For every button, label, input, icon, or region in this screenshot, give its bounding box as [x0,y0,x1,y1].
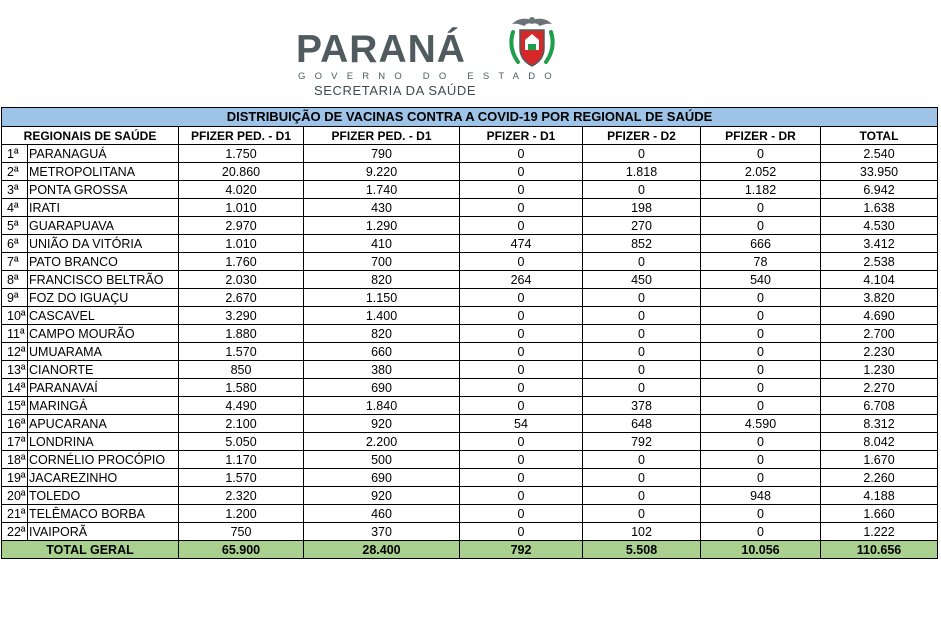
row-value-pfizer-d1: 0 [460,145,583,163]
table-row [2,163,938,181]
table-row [2,307,938,325]
row-ordinal: 7ª [2,253,28,271]
row-value-total: 2.230 [821,343,938,361]
row-value-pfizer-ped-d1-a: 1.760 [179,253,304,271]
row-value-pfizer-dr: 78 [701,253,821,271]
row-value-pfizer-dr: 0 [701,145,821,163]
total-cell: 10.056 [701,541,821,559]
row-ordinal: 4ª [2,199,28,217]
row-value-pfizer-d2: 792 [583,433,701,451]
row-value-total: 6.942 [821,181,938,199]
row-value-pfizer-d2: 1.818 [583,163,701,181]
table-row [2,361,938,379]
row-value-pfizer-d1: 0 [460,199,583,217]
row-value-total: 2.540 [821,145,938,163]
total-cell: 28.400 [304,541,460,559]
row-value-total: 4.104 [821,271,938,289]
row-value-pfizer-d1: 0 [460,217,583,235]
row-region-name: CORNÉLIO PROCÓPIO [28,451,179,469]
row-value-pfizer-ped-d1-a: 1.880 [179,325,304,343]
row-value-pfizer-d1: 0 [460,253,583,271]
row-value-pfizer-d1: 0 [460,163,583,181]
row-ordinal: 13ª [2,361,28,379]
row-value-pfizer-ped-d1-b: 430 [304,199,460,217]
table-row [2,451,938,469]
row-value-pfizer-ped-d1-a: 1.750 [179,145,304,163]
row-region-name: JACAREZINHO [28,469,179,487]
row-value-pfizer-dr: 0 [701,361,821,379]
row-value-pfizer-ped-d1-a: 1.570 [179,469,304,487]
row-ordinal: 1ª [2,145,28,163]
table-row [2,415,938,433]
row-value-pfizer-dr: 666 [701,235,821,253]
row-value-pfizer-d1: 0 [460,469,583,487]
column-header-pfizer-dr: PFIZER - DR [701,127,821,145]
row-region-name: UMUARAMA [28,343,179,361]
row-value-pfizer-ped-d1-a: 1.570 [179,343,304,361]
table-row [2,145,938,163]
row-value-pfizer-ped-d1-b: 1.150 [304,289,460,307]
row-value-total: 2.700 [821,325,938,343]
table-row [2,487,938,505]
row-value-pfizer-ped-d1-b: 410 [304,235,460,253]
row-value-pfizer-d1: 0 [460,379,583,397]
row-value-pfizer-dr: 0 [701,505,821,523]
table-body [2,145,938,541]
row-value-pfizer-ped-d1-a: 4.020 [179,181,304,199]
row-value-pfizer-d1: 0 [460,487,583,505]
total-row [2,541,938,559]
total-cell: 65.900 [179,541,304,559]
row-value-pfizer-d2: 0 [583,307,701,325]
row-value-pfizer-ped-d1-b: 1.840 [304,397,460,415]
table-title: DISTRIBUIÇÃO DE VACINAS CONTRA A COVID-19 POR REGIONAL DE SAÚDE [2,108,938,127]
column-header-pfizer-d1: PFIZER - D1 [460,127,583,145]
row-region-name: TELÊMACO BORBA [28,505,179,523]
table-row [2,217,938,235]
total-cell: 792 [460,541,583,559]
row-value-pfizer-d2: 0 [583,181,701,199]
row-value-pfizer-d2: 0 [583,145,701,163]
row-ordinal: 3ª [2,181,28,199]
row-value-total: 4.188 [821,487,938,505]
row-value-pfizer-dr: 0 [701,397,821,415]
row-value-pfizer-ped-d1-b: 380 [304,361,460,379]
row-value-total: 8.312 [821,415,938,433]
row-value-pfizer-d2: 0 [583,289,701,307]
row-value-pfizer-dr: 0 [701,289,821,307]
row-value-pfizer-d1: 0 [460,397,583,415]
column-header-regionais: REGIONAIS DE SAÚDE [2,127,179,145]
row-value-pfizer-d1: 54 [460,415,583,433]
logo-department: SECRETARIA DA SAÚDE [314,83,477,98]
row-value-pfizer-dr: 0 [701,199,821,217]
row-region-name: FOZ DO IGUAÇU [28,289,179,307]
row-region-name: IVAIPORÃ [28,523,179,541]
vaccine-distribution-table [1,107,938,559]
row-region-name: METROPOLITANA [28,163,179,181]
row-value-pfizer-ped-d1-a: 750 [179,523,304,541]
row-value-total: 8.042 [821,433,938,451]
row-value-pfizer-d1: 0 [460,505,583,523]
row-region-name: APUCARANA [28,415,179,433]
row-value-total: 1.222 [821,523,938,541]
row-ordinal: 9ª [2,289,28,307]
row-value-total: 2.260 [821,469,938,487]
row-ordinal: 20ª [2,487,28,505]
row-value-pfizer-ped-d1-a: 2.030 [179,271,304,289]
row-value-pfizer-ped-d1-a: 1.010 [179,235,304,253]
table-row [2,433,938,451]
row-value-pfizer-d2: 0 [583,361,701,379]
row-value-pfizer-dr: 0 [701,325,821,343]
row-value-pfizer-d2: 0 [583,343,701,361]
table-row [2,505,938,523]
row-value-total: 3.412 [821,235,938,253]
row-value-pfizer-dr: 0 [701,469,821,487]
row-ordinal: 18ª [2,451,28,469]
row-value-pfizer-dr: 0 [701,433,821,451]
row-value-total: 1.670 [821,451,938,469]
table-title-row [2,108,938,127]
row-region-name: PARANAVAÍ [28,379,179,397]
table-row [2,469,938,487]
row-value-pfizer-ped-d1-b: 690 [304,379,460,397]
row-ordinal: 15ª [2,397,28,415]
table-row [2,253,938,271]
column-header-pfizer-ped-d1-a: PFIZER PED. - D1 [179,127,304,145]
row-value-total: 3.820 [821,289,938,307]
row-region-name: CIANORTE [28,361,179,379]
row-value-pfizer-ped-d1-b: 660 [304,343,460,361]
row-value-pfizer-ped-d1-b: 1.290 [304,217,460,235]
coat-of-arms-icon [506,14,558,72]
row-ordinal: 22ª [2,523,28,541]
table-row [2,397,938,415]
row-ordinal: 19ª [2,469,28,487]
row-value-total: 6.708 [821,397,938,415]
row-region-name: IRATI [28,199,179,217]
row-value-pfizer-dr: 0 [701,523,821,541]
row-value-pfizer-dr: 0 [701,307,821,325]
row-value-pfizer-dr: 2.052 [701,163,821,181]
row-value-total: 2.538 [821,253,938,271]
total-cell: 5.508 [583,541,701,559]
row-region-name: CASCAVEL [28,307,179,325]
table-row [2,181,938,199]
row-value-pfizer-d2: 102 [583,523,701,541]
row-value-pfizer-d2: 0 [583,469,701,487]
row-ordinal: 8ª [2,271,28,289]
row-value-pfizer-d2: 852 [583,235,701,253]
column-header-pfizer-d2: PFIZER - D2 [583,127,701,145]
row-value-pfizer-d2: 0 [583,379,701,397]
row-value-pfizer-d1: 0 [460,307,583,325]
row-value-pfizer-d1: 474 [460,235,583,253]
row-ordinal: 12ª [2,343,28,361]
row-ordinal: 5ª [2,217,28,235]
table-row [2,379,938,397]
column-header-total: TOTAL [821,127,938,145]
row-value-pfizer-d2: 198 [583,199,701,217]
row-value-pfizer-d1: 264 [460,271,583,289]
row-region-name: GUARAPUAVA [28,217,179,235]
logo-subtitle: GOVERNO DO ESTADO [298,71,561,82]
row-value-pfizer-d1: 0 [460,523,583,541]
row-value-total: 4.690 [821,307,938,325]
row-value-pfizer-dr: 540 [701,271,821,289]
row-value-total: 2.270 [821,379,938,397]
row-value-pfizer-ped-d1-a: 1.580 [179,379,304,397]
row-value-pfizer-ped-d1-a: 3.290 [179,307,304,325]
row-region-name: CAMPO MOURÃO [28,325,179,343]
table-row [2,523,938,541]
row-ordinal: 14ª [2,379,28,397]
row-value-pfizer-ped-d1-a: 2.670 [179,289,304,307]
row-value-total: 1.660 [821,505,938,523]
row-value-pfizer-d1: 0 [460,289,583,307]
row-region-name: PARANAGUÁ [28,145,179,163]
row-value-total: 33.950 [821,163,938,181]
row-value-pfizer-dr: 1.182 [701,181,821,199]
row-value-pfizer-ped-d1-b: 700 [304,253,460,271]
row-ordinal: 16ª [2,415,28,433]
row-value-pfizer-d2: 0 [583,505,701,523]
row-region-name: LONDRINA [28,433,179,451]
row-ordinal: 11ª [2,325,28,343]
total-cell: 110.656 [821,541,938,559]
row-value-pfizer-d1: 0 [460,361,583,379]
row-value-pfizer-d2: 270 [583,217,701,235]
row-value-pfizer-ped-d1-b: 920 [304,415,460,433]
row-value-pfizer-d1: 0 [460,433,583,451]
row-value-pfizer-ped-d1-b: 500 [304,451,460,469]
row-value-pfizer-d2: 0 [583,253,701,271]
logo-brand: PARANÁ [296,28,466,71]
row-value-pfizer-ped-d1-a: 2.100 [179,415,304,433]
row-value-pfizer-d2: 378 [583,397,701,415]
row-value-pfizer-dr: 0 [701,343,821,361]
row-value-pfizer-dr: 948 [701,487,821,505]
row-ordinal: 10ª [2,307,28,325]
row-value-pfizer-ped-d1-b: 820 [304,325,460,343]
row-region-name: PONTA GROSSA [28,181,179,199]
row-value-pfizer-ped-d1-b: 820 [304,271,460,289]
row-value-pfizer-ped-d1-a: 850 [179,361,304,379]
row-value-pfizer-ped-d1-b: 2.200 [304,433,460,451]
row-value-pfizer-ped-d1-b: 9.220 [304,163,460,181]
row-value-pfizer-ped-d1-a: 1.170 [179,451,304,469]
row-value-pfizer-d1: 0 [460,325,583,343]
row-region-name: PATO BRANCO [28,253,179,271]
table-row [2,289,938,307]
row-region-name: TOLEDO [28,487,179,505]
row-value-pfizer-ped-d1-b: 790 [304,145,460,163]
row-ordinal: 21ª [2,505,28,523]
total-label: TOTAL GERAL [2,541,179,559]
row-value-pfizer-ped-d1-a: 1.200 [179,505,304,523]
row-value-pfizer-ped-d1-b: 920 [304,487,460,505]
row-value-total: 1.230 [821,361,938,379]
table-row [2,271,938,289]
table-row [2,199,938,217]
row-ordinal: 17ª [2,433,28,451]
row-value-pfizer-dr: 0 [701,379,821,397]
row-region-name: MARINGÁ [28,397,179,415]
row-ordinal: 6ª [2,235,28,253]
row-value-pfizer-d2: 0 [583,487,701,505]
row-value-pfizer-dr: 4.590 [701,415,821,433]
parana-logo [296,14,561,100]
table-row [2,235,938,253]
row-value-pfizer-d1: 0 [460,181,583,199]
row-region-name: UNIÃO DA VITÓRIA [28,235,179,253]
row-value-pfizer-ped-d1-a: 5.050 [179,433,304,451]
row-value-pfizer-ped-d1-b: 460 [304,505,460,523]
row-value-total: 1.638 [821,199,938,217]
row-value-pfizer-dr: 0 [701,217,821,235]
table-row [2,325,938,343]
row-value-pfizer-d2: 648 [583,415,701,433]
row-value-pfizer-d1: 0 [460,451,583,469]
row-value-pfizer-ped-d1-b: 1.740 [304,181,460,199]
row-value-pfizer-ped-d1-a: 20.860 [179,163,304,181]
row-region-name: FRANCISCO BELTRÃO [28,271,179,289]
row-value-pfizer-ped-d1-b: 370 [304,523,460,541]
row-value-pfizer-ped-d1-a: 2.970 [179,217,304,235]
table-header-row [2,127,938,145]
table-row [2,343,938,361]
row-value-pfizer-d1: 0 [460,343,583,361]
row-value-pfizer-d2: 0 [583,325,701,343]
row-value-pfizer-ped-d1-a: 2.320 [179,487,304,505]
row-value-pfizer-d2: 0 [583,451,701,469]
row-ordinal: 2ª [2,163,28,181]
row-value-pfizer-ped-d1-b: 1.400 [304,307,460,325]
row-value-pfizer-ped-d1-a: 1.010 [179,199,304,217]
row-value-pfizer-ped-d1-a: 4.490 [179,397,304,415]
row-value-total: 4.530 [821,217,938,235]
row-value-pfizer-ped-d1-b: 690 [304,469,460,487]
row-value-pfizer-dr: 0 [701,451,821,469]
column-header-pfizer-ped-d1-b: PFIZER PED. - D1 [304,127,460,145]
row-value-pfizer-d2: 450 [583,271,701,289]
